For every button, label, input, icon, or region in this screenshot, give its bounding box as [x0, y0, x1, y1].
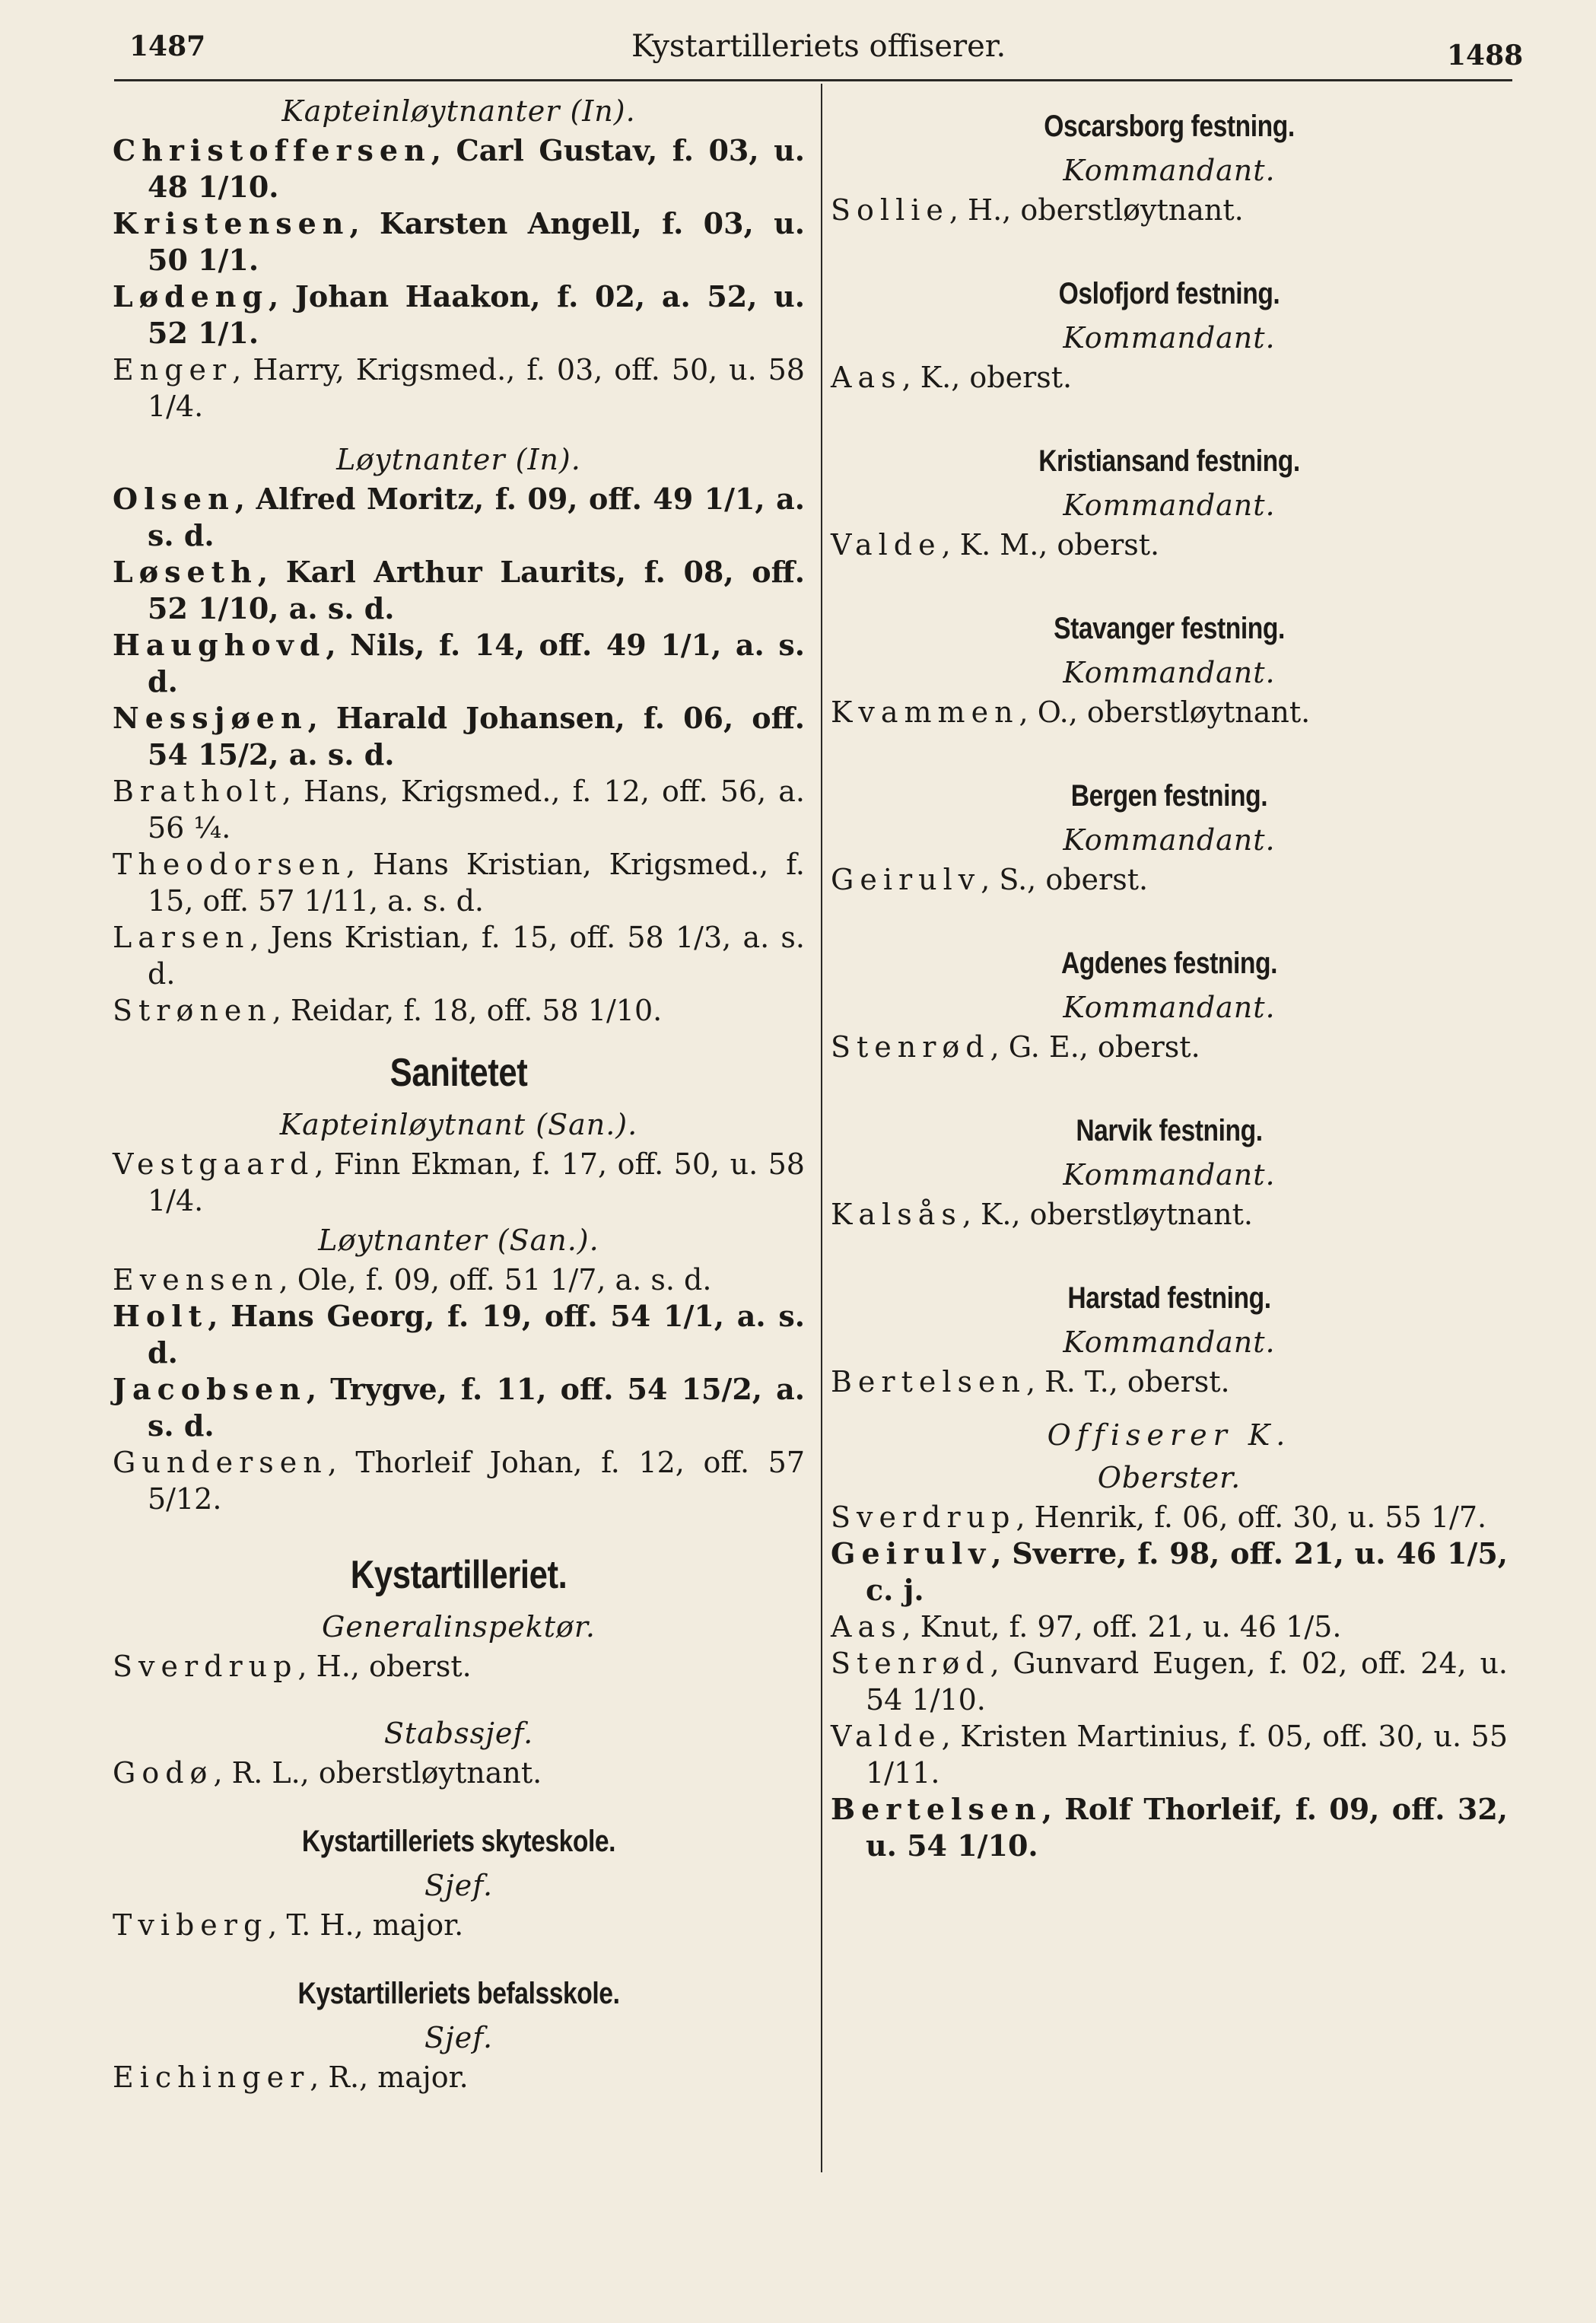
entry-name: Sollie [831, 193, 949, 227]
list-item: Nessjøen, Harald Johansen, f. 06, off. 54 15/2, a. s. d. [113, 701, 805, 772]
section-title: Oberster. [1097, 1461, 1242, 1494]
list-item: Bertelsen, Rolf Thorleif, f. 09, off. 32, u. 54 1/10. [831, 1792, 1508, 1863]
entry-name: Kvammen [831, 695, 1019, 729]
list-item: Enger, Harry, Krigsmed., f. 03, off. 50, u. 58 1/4. [113, 353, 805, 423]
list-item: Eichinger, R., major. [113, 2060, 469, 2094]
entry-name: Sverdrup [831, 1500, 1016, 1534]
officer-list [113, 481, 805, 1029]
entry-name: Geirulv [831, 863, 981, 896]
entry-name: Godø [113, 1756, 214, 1790]
entry-name: Kristensen [113, 206, 350, 240]
entry-name: Aas [831, 1610, 902, 1644]
list-item: Stenrød, Gunvard Eugen, f. 02, off. 24, u. 54 1/10. [831, 1647, 1508, 1717]
section-title: Kommandant. [1063, 823, 1276, 857]
entry-name: Larsen [113, 921, 250, 954]
entry-name: Christoffersen [113, 133, 431, 167]
entry-name: Stenrød [831, 1647, 990, 1680]
column-divider [821, 84, 822, 2172]
entry-name: Stenrød [831, 1030, 990, 1064]
entry-name: Valde [831, 528, 942, 562]
fortress-block [831, 730, 1508, 898]
entry-name: Holt [113, 1299, 208, 1333]
list-item: Geirulv, S., oberst. [831, 863, 1149, 896]
list-item: Kristensen, Karsten Angell, f. 03, u. 50 1/1. [113, 206, 805, 277]
list-item: Gundersen, Thorleif Johan, f. 12, off. 57 5/12. [113, 1446, 805, 1516]
list-item: Kalsås, K., oberstløytnant. [831, 1198, 1253, 1231]
entry-name: Bertelsen [831, 1365, 1026, 1399]
left-column [113, 90, 805, 2095]
list-item: Jacobsen, Trygve, f. 11, off. 54 15/2, a. s. d. [113, 1372, 805, 1443]
page-number-left: 1487 [129, 30, 206, 62]
section-title: Kommandant. [1063, 991, 1276, 1024]
entry-name: Haughovd [113, 628, 326, 662]
list-item: Godø, R. L., oberstløytnant. [113, 1756, 542, 1790]
page-header [0, 0, 1596, 91]
fortress-block [831, 90, 1508, 228]
fortress-block [831, 1065, 1508, 1233]
list-item: Vestgaard, Finn Ekman, f. 17, off. 50, u. 58 1/4. [113, 1147, 805, 1217]
entry-name: Enger [113, 353, 233, 387]
section-title: Sjef. [424, 1869, 494, 1902]
list-item: Stenrød, G. E., oberst. [831, 1030, 1200, 1064]
list-item: Tviberg, T. H., major. [113, 1908, 464, 1942]
section-title: Løytnanter (San.). [318, 1224, 599, 1257]
section-title: Kommandant. [1063, 1325, 1276, 1359]
header-rule [114, 79, 1512, 81]
entry-name: Bratholt [113, 775, 282, 808]
page-number-right: 1488 [1447, 40, 1524, 72]
entry-name: Løseth [113, 555, 258, 589]
section-title: Generalinspektør. [322, 1610, 596, 1644]
fortress-block [831, 396, 1508, 563]
fortress-block [831, 228, 1508, 396]
list-item: Valde, Kristen Martinius, f. 05, off. 30, u. 55 1/11. [831, 1720, 1508, 1790]
section-heading: Narvik festning. [1076, 1114, 1263, 1147]
entry-name: Lødeng [113, 279, 269, 313]
entry-name: Bertelsen [831, 1792, 1042, 1826]
section-title: Løytnanter (In). [336, 443, 581, 476]
right-column [831, 90, 1508, 1864]
section-heading: Agdenes festning. [1060, 947, 1278, 980]
list-item: Bertelsen, R. T., oberst. [831, 1365, 1230, 1399]
list-item: Geirulv, Sverre, f. 98, off. 21, u. 46 1/5, c. j. [831, 1536, 1508, 1607]
entry-name: Sverdrup [113, 1650, 298, 1683]
section-title: Kapteinløytnanter (In). [281, 94, 636, 128]
list-item: Holt, Hans Georg, f. 19, off. 54 1/1, a. s. d. [113, 1299, 805, 1370]
section-title: Kommandant. [1063, 488, 1276, 522]
section-heading: Kristiansand festning. [1038, 444, 1300, 478]
entry-name: Gundersen [113, 1446, 328, 1479]
officer-list [113, 132, 805, 425]
section-heading: Oscarsborg festning. [1044, 110, 1295, 143]
section-heading: Stavanger festning. [1054, 612, 1285, 645]
section-title: Stabssjef. [383, 1717, 534, 1750]
section-title: Kapteinløytnant (San.). [279, 1108, 638, 1141]
entry-name: Geirulv [831, 1536, 992, 1570]
officer-list [113, 1262, 805, 1517]
section-title: Kommandant. [1063, 321, 1276, 355]
entry-name: Vestgaard [113, 1147, 315, 1181]
list-item: Aas, K., oberst. [831, 361, 1073, 394]
list-item: Sverdrup, H., oberst. [113, 1650, 472, 1683]
section-heading: Oslofjord festning. [1058, 277, 1280, 310]
list-item: Lødeng, Johan Haakon, f. 02, a. 52, u. 52 1/1. [113, 279, 805, 350]
entry-name: Evensen [113, 1263, 279, 1297]
entry-name: Olsen [113, 482, 235, 516]
section-heading: Harstad festning. [1067, 1281, 1271, 1315]
entry-name: Valde [831, 1720, 942, 1753]
section-heading: Kystartilleriets skyteskole. [301, 1825, 616, 1858]
fortress-block [831, 1233, 1508, 1400]
list-item: Bratholt, Hans, Krigsmed., f. 12, off. 56, a. 56 ¼. [113, 775, 805, 845]
list-item: Valde, K. M., oberst. [831, 528, 1160, 562]
entry-name: Tviberg [113, 1908, 269, 1942]
running-title: Kystartilleriets offiserer. [631, 29, 1006, 64]
list-item: Sverdrup, Henrik, f. 06, off. 30, u. 55 1/7. [831, 1500, 1487, 1534]
fortress-block [831, 898, 1508, 1065]
list-item: Sollie, H., oberstløytnant. [831, 193, 1244, 227]
list-item: Strønen, Reidar, f. 18, off. 58 1/10. [113, 994, 663, 1027]
section-title: Kommandant. [1063, 1158, 1276, 1192]
list-item: Christoffersen, Carl Gustav, f. 03, u. 48 1/10. [113, 133, 805, 204]
section-heading: Bergen festning. [1070, 779, 1268, 813]
section-title: Kommandant. [1063, 154, 1276, 187]
section-title: Kommandant. [1063, 656, 1276, 689]
section-heading: Kystartilleriet. [350, 1553, 568, 1597]
entry-name: Eichinger [113, 2060, 310, 2094]
section-title: Sjef. [424, 2021, 494, 2054]
entry-name: Nessjøen [113, 701, 308, 735]
section-heading: Kystartilleriets befalsskole. [297, 1977, 620, 2010]
entry-name: Aas [831, 361, 902, 394]
entry-name: Kalsås [831, 1198, 962, 1231]
officer-list [831, 1499, 1508, 1864]
list-item: Aas, Knut, f. 97, off. 21, u. 46 1/5. [831, 1610, 1342, 1644]
list-item: Evensen, Ole, f. 09, off. 51 1/7, a. s. d. [113, 1263, 712, 1297]
list-item: Haughovd, Nils, f. 14, off. 49 1/1, a. s. d. [113, 628, 805, 698]
list-item: Larsen, Jens Kristian, f. 15, off. 58 1/3, a. s. d. [113, 921, 805, 991]
entry-name: Jacobsen [113, 1372, 307, 1406]
list-item: Kvammen, O., oberstløytnant. [831, 695, 1311, 729]
section-heading: Sanitetet [389, 1051, 528, 1095]
section-title: Offiserer K. [1047, 1418, 1292, 1452]
list-item: Løseth, Karl Arthur Laurits, f. 08, off. 52 1/10, a. s. d. [113, 555, 805, 625]
fortress-block [831, 563, 1508, 730]
entry-name: Theodorsen [113, 848, 347, 881]
entry-name: Strønen [113, 994, 272, 1027]
list-item: Theodorsen, Hans Kristian, Krigsmed., f. 15, off. 57 1/11, a. s. d. [113, 848, 805, 918]
list-item: Olsen, Alfred Moritz, f. 09, off. 49 1/1, a. s. d. [113, 482, 805, 552]
